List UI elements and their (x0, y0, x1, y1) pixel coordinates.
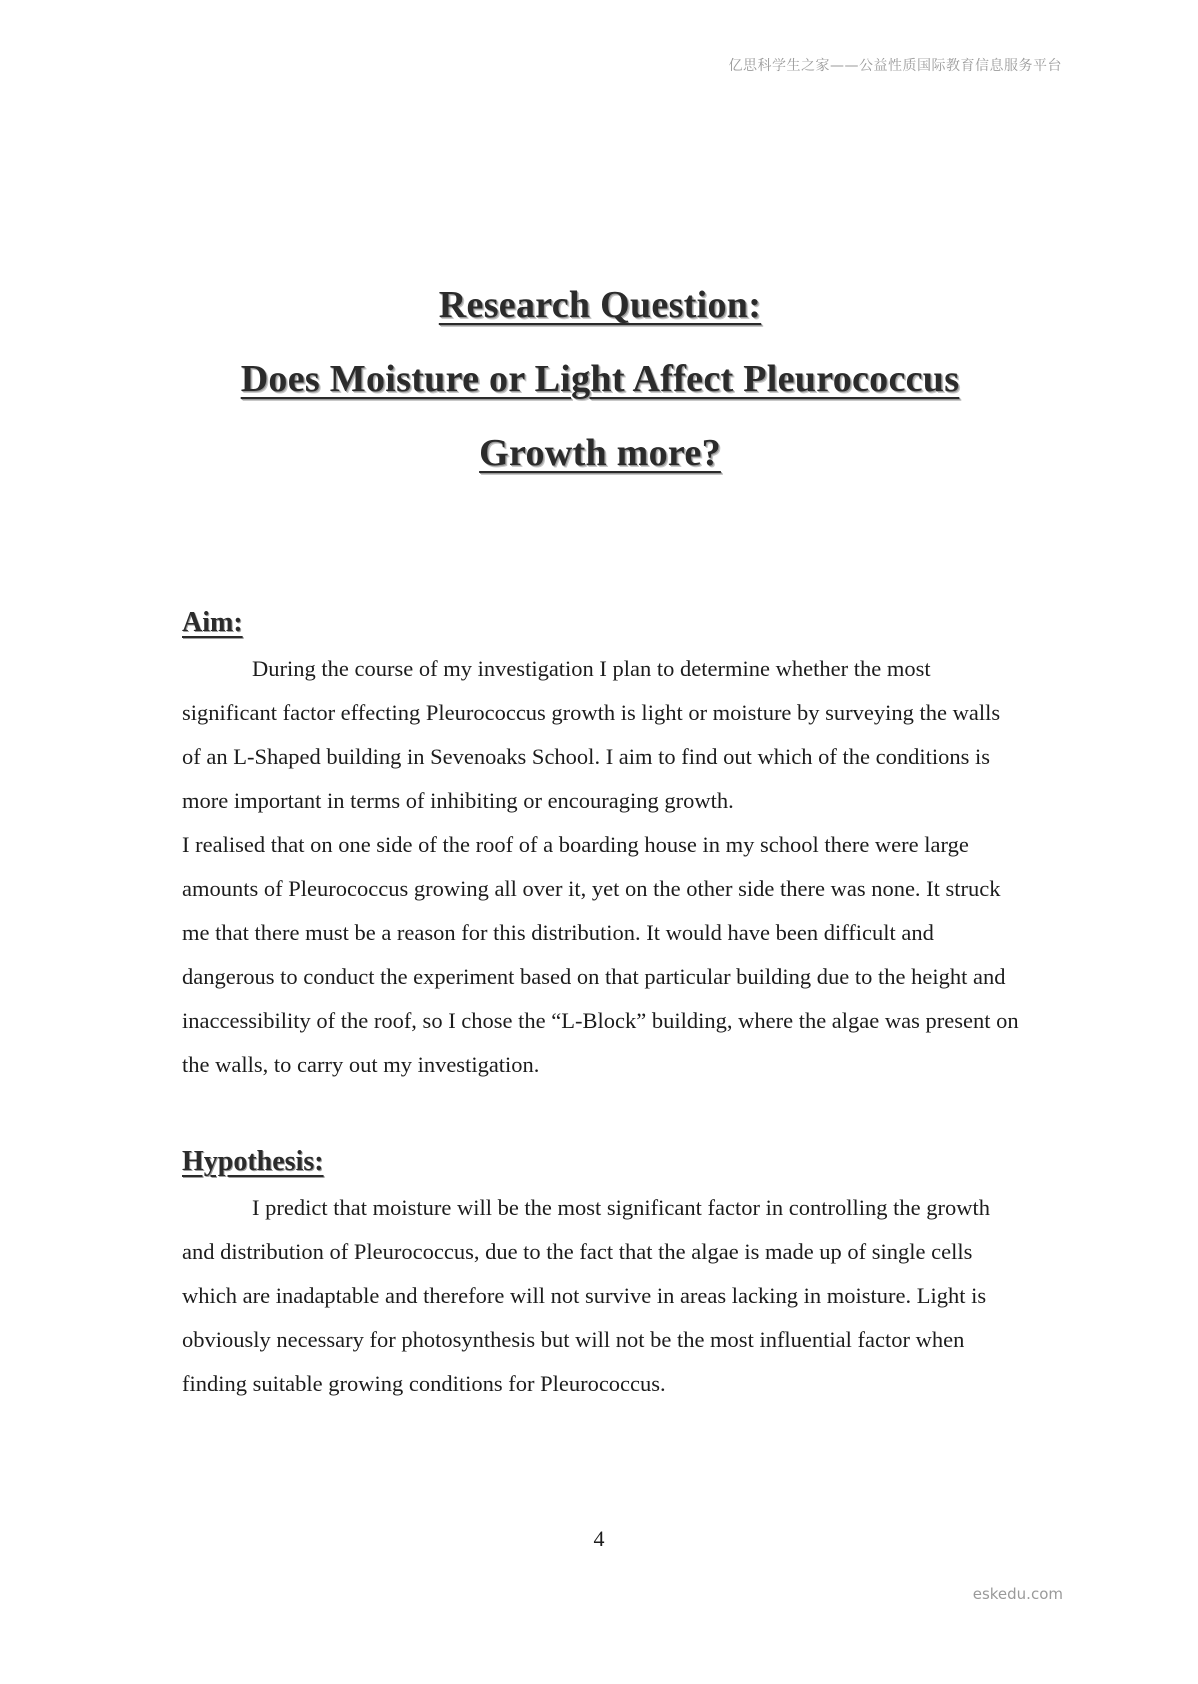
hypothesis-paragraph-text: I predict that moisture will be the most significant factor in controlling the growth and distribution of Pleurococcus, due to the fact that the algae is made up of single cells which are inadaptable and therefore will not survive in areas lacking in moisture. Light is obviously necessary for photosynthesis but will not be the most influential factor when finding suitable growing conditions for Pleurococcus. (182, 1195, 990, 1396)
aim-paragraph-2: I realised that on one side of the roof of a boarding house in my school there were large amounts of Pleurococcus growing all over it, yet on the other side there was none. It struck me that there must be a reason for this distribution. It would have been difficult and dangerous to conduct the experiment based on that particular building due to the height and inaccessibility of the roof, so I chose the “L-Block” building, where the algae was present on the walls, to carry out my investigation. (182, 832, 1019, 1077)
aim-paragraph-1-text: During the course of my investigation I plan to determine whether the most significant factor effecting Pleurococcus growth is light or moisture by surveying the walls of an L-Shaped building in Sevenoaks School. I aim to find out which of the conditions is more important in terms of inhibiting or encouraging growth. (182, 656, 1001, 813)
header-watermark: 亿思科学生之家——公益性质国际教育信息服务平台 (728, 58, 1062, 74)
hypothesis-paragraph (182, 1186, 1022, 1406)
page-number: 4 (593, 1526, 605, 1551)
hypothesis-section (182, 1142, 1022, 1406)
aim-heading: Aim: (182, 607, 243, 638)
research-question-title (180, 268, 1020, 490)
title-line-2: Does Moisture or Light Affect Pleurococcus (240, 358, 960, 400)
hypothesis-heading: Hypothesis: (182, 1146, 324, 1177)
title-line-3: Growth more? (479, 432, 721, 474)
title-line-1: Research Question: (438, 284, 762, 326)
aim-section (182, 603, 1022, 1087)
footer-watermark: eskedu.com (972, 1585, 1063, 1603)
aim-paragraph-1 (182, 647, 1022, 823)
